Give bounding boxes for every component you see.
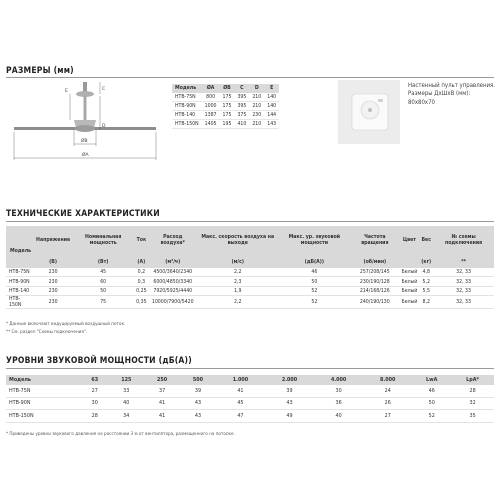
sound-header-cell: LpA*	[451, 375, 494, 385]
table-cell: HTB-75N	[6, 268, 34, 277]
table-cell: 175	[220, 110, 235, 119]
fan-rod	[84, 96, 87, 120]
specifications-table	[6, 226, 494, 309]
table-cell: HTB-90N	[6, 277, 34, 286]
table-cell: 0,35	[134, 296, 148, 309]
table-cell: 45	[72, 268, 134, 277]
table-cell: 43	[180, 410, 216, 423]
table-cell: 10000/7900/5420	[149, 296, 197, 309]
table-cell: 24	[363, 385, 412, 397]
table-cell: 41	[144, 397, 180, 410]
table-cell: 50	[412, 397, 451, 410]
table-cell: 50	[72, 286, 134, 295]
table-row	[172, 93, 279, 102]
sound-header-cell: 500	[180, 375, 216, 385]
table-cell: 143	[264, 120, 279, 129]
table-cell: 36	[314, 397, 363, 410]
spec-header-cell: Вес	[419, 226, 433, 255]
table-cell: 230	[34, 277, 72, 286]
table-cell: 32	[451, 397, 494, 410]
table-cell: 210	[249, 101, 264, 110]
table-cell: 27	[363, 410, 412, 423]
table-row	[6, 397, 494, 410]
sound-header-cell: 1.000	[216, 375, 265, 385]
table-cell: HTB-150N	[6, 410, 81, 423]
table-cell: 257/208/145	[350, 268, 399, 277]
table-cell: 230/190/128	[350, 277, 399, 286]
sound-header-cell: LwA	[412, 375, 451, 385]
dims-header-cell: D	[249, 84, 264, 93]
spec-unit-cell: (дБ(A))	[279, 255, 351, 269]
table-cell: 41	[144, 410, 180, 423]
table-cell: 75	[72, 296, 134, 309]
table-cell: 52	[412, 410, 451, 423]
table-cell: 175	[220, 93, 235, 102]
spec-unit-cell: (В)	[34, 255, 72, 269]
sound-header-cell: 63	[81, 375, 108, 385]
table-cell: 2,2	[197, 296, 279, 309]
spec-section-title: ТЕХНИЧЕСКИЕ ХАРАКТЕРИСТИКИ	[6, 209, 160, 219]
table-cell: 410	[234, 120, 249, 129]
table-cell: 0,2	[134, 268, 148, 277]
spec-header-cell: № схемы подключения	[433, 226, 494, 255]
table-cell: 28	[451, 385, 494, 397]
table-row	[172, 110, 279, 119]
table-cell: 30	[81, 397, 108, 410]
spec-unit-cell: (м³/ч)	[149, 255, 197, 269]
table-cell: 140	[264, 93, 279, 102]
sound-header-cell: 4.000	[314, 375, 363, 385]
table-cell: HTB-150N	[6, 296, 34, 309]
table-cell: 800	[202, 93, 220, 102]
table-cell: 49	[265, 410, 314, 423]
table-cell: 30	[314, 385, 363, 397]
spec-unit-cell: **	[433, 255, 494, 269]
table-cell: 395	[234, 101, 249, 110]
sound-header-cell: Модель	[6, 375, 81, 385]
table-cell: HTB-75N	[6, 385, 81, 397]
table-cell: 1405	[202, 120, 220, 129]
table-cell: 2,3	[197, 277, 279, 286]
table-cell: 8,2	[419, 296, 433, 309]
table-row	[6, 410, 494, 423]
table-cell: 46	[279, 268, 351, 277]
dims-header-cell: C	[234, 84, 249, 93]
table-cell: 35	[451, 410, 494, 423]
spec-unit-cell	[400, 255, 420, 269]
spec-header-cell: Модель	[6, 226, 34, 255]
table-row	[6, 286, 494, 295]
table-cell: 1,9	[197, 286, 279, 295]
remote-control-image	[338, 80, 400, 144]
spec-header-row	[6, 226, 494, 255]
dim-label-a: ØA	[82, 153, 89, 158]
spec-units-row	[6, 255, 494, 269]
remote-control-description: Настенный пульт управления. Размеры ДхШхВ (мм): 80х80х70	[408, 82, 495, 106]
table-cell: 34	[108, 410, 144, 423]
table-cell: 45	[216, 397, 265, 410]
table-cell: HTB-150N	[172, 120, 202, 129]
table-cell: 210	[249, 120, 264, 129]
dim-label-d: D	[102, 124, 106, 129]
table-cell: 32, 33	[433, 268, 494, 277]
dims-header-cell: ØB	[220, 84, 235, 93]
table-cell: 230	[34, 268, 72, 277]
table-cell: 7920/5925/4440	[149, 286, 197, 295]
table-cell: 214/168/126	[350, 286, 399, 295]
spec-header-cell: Макс. скорость воздуха на выходе	[197, 226, 279, 255]
table-cell: 32, 33	[433, 286, 494, 295]
table-cell: 144	[264, 110, 279, 119]
table-cell: 27	[81, 385, 108, 397]
table-cell: 0,3	[134, 277, 148, 286]
spec-unit-cell: (об/мин)	[350, 255, 399, 269]
sound-footnote: * Приведены уровни звукового давления на расстоянии 3 м от вентилятора, размещенного на потолке.	[6, 432, 235, 437]
table-cell: 230	[34, 296, 72, 309]
spec-unit-cell: (A)	[134, 255, 148, 269]
spec-header-cell: Номинальная мощность	[72, 226, 134, 255]
table-cell: HTB-140	[172, 110, 202, 119]
table-cell: HTB-75N	[172, 93, 202, 102]
table-cell: 37	[144, 385, 180, 397]
table-cell: 1000	[202, 101, 220, 110]
table-cell: 33	[108, 385, 144, 397]
table-cell: 210	[249, 93, 264, 102]
dim-label-e: E	[65, 89, 68, 94]
table-row	[172, 120, 279, 129]
sound-power-table	[6, 375, 494, 423]
table-cell: 230	[34, 286, 72, 295]
table-cell: Белый	[400, 296, 420, 309]
table-cell: 50	[279, 277, 351, 286]
table-cell: 5,2	[419, 277, 433, 286]
sound-header-row	[6, 375, 494, 385]
table-row	[6, 277, 494, 286]
spec-unit-cell: (Вт)	[72, 255, 134, 269]
spec-header-cell: Цвет	[400, 226, 420, 255]
table-cell: 40	[314, 410, 363, 423]
table-cell: 240/190/130	[350, 296, 399, 309]
spec-footnote-airflow: * Данные включают индуцируемый воздушный поток.	[6, 322, 126, 327]
table-cell: 46	[412, 385, 451, 397]
sound-header-cell: 250	[144, 375, 180, 385]
spec-header-cell: Макс. ур. звуковой мощности	[279, 226, 351, 255]
table-cell: Белый	[401, 278, 418, 285]
table-row	[6, 385, 494, 397]
table-cell: 32, 33	[433, 296, 494, 309]
fan-dimension-diagram	[8, 80, 166, 188]
table-cell: 0,25	[136, 287, 147, 294]
table-cell: Белый	[401, 287, 418, 294]
dims-header-cell: ØA	[202, 84, 220, 93]
table-cell: 2,2	[197, 268, 279, 277]
remote-control-icon	[338, 80, 400, 144]
table-cell: 4500/3640/2340	[149, 268, 197, 277]
dims-divider	[6, 77, 494, 78]
table-cell: 39	[180, 385, 216, 397]
sound-divider	[6, 368, 494, 369]
table-cell: HTB-90N	[6, 397, 81, 410]
table-row	[6, 268, 494, 277]
table-cell: 230	[249, 110, 264, 119]
table-cell: 375	[234, 110, 249, 119]
dimensions-table	[172, 84, 279, 129]
table-cell: 6000/4850/3340	[149, 277, 197, 286]
spec-unit-cell: (м/с)	[197, 255, 279, 269]
table-cell: 195	[220, 120, 235, 129]
table-cell: 52	[279, 286, 351, 295]
table-cell: 32, 33	[433, 277, 494, 286]
table-cell: 43	[265, 397, 314, 410]
dims-header-cell: Модель	[172, 84, 202, 93]
table-cell: 47	[216, 410, 265, 423]
spec-footnote-wiring: ** См. раздел "Схемы подключения".	[6, 330, 88, 335]
table-cell: Белый	[401, 269, 418, 276]
spec-header-cell: Расход воздуха*	[149, 226, 197, 255]
spec-divider	[6, 221, 494, 222]
table-cell: 5,5	[419, 286, 433, 295]
table-cell: 52	[279, 296, 351, 309]
table-cell: 39	[265, 385, 314, 397]
spec-unit-cell: (кг)	[419, 255, 433, 269]
table-cell: 40	[108, 397, 144, 410]
table-row	[6, 296, 494, 309]
dim-label-b: ØB	[81, 139, 88, 144]
table-cell: 395	[234, 93, 249, 102]
spec-header-cell: Напряжение	[34, 226, 72, 255]
dim-label-c: C	[102, 87, 106, 92]
spec-header-cell: Ток	[134, 226, 148, 255]
table-cell: HTB-140	[6, 286, 34, 295]
dims-header-cell: E	[264, 84, 279, 93]
table-cell: 4,8	[419, 268, 433, 277]
table-cell: HTB-90N	[172, 101, 202, 110]
table-cell: 43	[180, 397, 216, 410]
table-cell: 175	[220, 101, 235, 110]
spec-header-cell: Частота вращения	[350, 226, 399, 255]
table-cell: 140	[264, 101, 279, 110]
dims-header-row	[172, 84, 279, 93]
table-cell: 28	[81, 410, 108, 423]
sound-header-cell: 2.000	[265, 375, 314, 385]
table-row	[172, 101, 279, 110]
table-cell: 41	[216, 385, 265, 397]
table-cell: 1387	[202, 110, 220, 119]
sound-header-cell: 8.000	[363, 375, 412, 385]
dims-section-title: РАЗМЕРЫ (мм)	[6, 66, 74, 76]
table-cell: 60	[72, 277, 134, 286]
sound-section-title: УРОВНИ ЗВУКОВОЙ МОЩНОСТИ (дБ(A))	[6, 356, 192, 366]
fan-hub	[75, 125, 95, 132]
sound-header-cell: 125	[108, 375, 144, 385]
spec-unit-cell	[6, 255, 34, 269]
table-cell: 26	[363, 397, 412, 410]
